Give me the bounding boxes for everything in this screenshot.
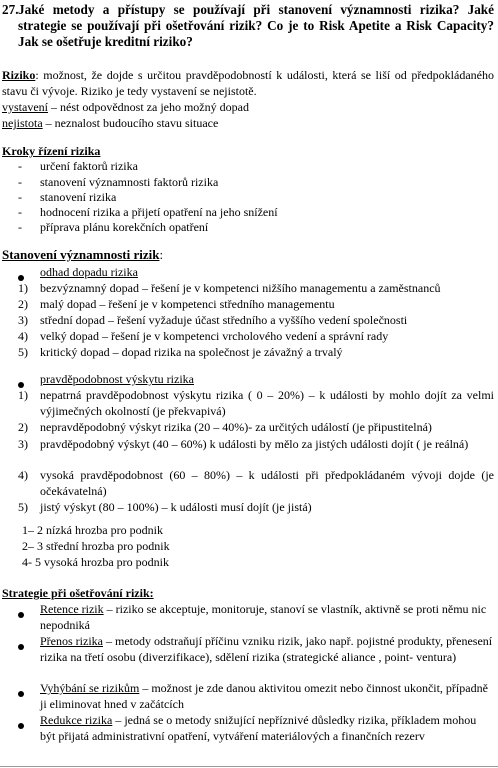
risk-term: Riziko xyxy=(2,68,36,82)
bullet-icon xyxy=(18,691,24,697)
question-number: 27. xyxy=(2,2,19,17)
hrozba-line: 4- 5 vysoká hrozba pro podnik xyxy=(22,555,169,569)
vystaveni-line xyxy=(2,99,249,115)
risk-definition xyxy=(2,67,494,99)
bullet-icon xyxy=(18,644,24,650)
kroky-heading: Kroky řízení rizika xyxy=(2,144,101,158)
bullet-icon xyxy=(18,723,24,729)
bullet-icon xyxy=(18,612,24,618)
page-divider xyxy=(0,766,498,767)
hrozba-line: 2– 3 střední hrozba pro podnik xyxy=(22,539,170,553)
question-heading xyxy=(2,2,494,51)
stanoveni-heading: Stanovení významnosti rizik: xyxy=(2,247,164,262)
nejistota-definition: – neznalost budoucího stavu situace xyxy=(42,116,219,130)
strategie-heading: Strategie při ošetřování rizik: xyxy=(2,586,154,600)
question-text: Jaké metody a přístupy se používají při stanovení významnosti rizika? Jaké strategie se používají při ošetřování rizik? Co je to Risk Apetite a Risk Capacity? Jak se ošetřuje kreditní riziko? xyxy=(18,2,494,50)
nejistota-line xyxy=(2,115,218,131)
vystaveni-definition: – nést odpovědnost za jeho možný dopad xyxy=(48,100,249,114)
document-page: 27. Jaké metody a přístupy se používají při stanovení významnosti rizika? Jaké strategie se používají při ošetřování rizik? Co je to Risk Apetite a Risk Capacity? Jak se ošetřuje kreditní riziko? Riziko: možnost, že dojde s určitou pravděpodobností k události, která se liší od předpokládaného stavu či vývoje. Riziko je tedy vystavení se nejistotě. vystavení – nést odpovědnost za jeho možný dopad nejistota – neznalost budoucího stavu situace Kroky řízení rizika - určení faktorů rizika - stanovení významnosti faktorů rizika - stanovení rizika - hodnocení rizika a přijetí opatření na jeho snížení - příprava plánu korekčních opatření Stanovení významnosti rizik: odhad dopadu rizika 1) bezvýznamný dopad – řešení je v kompetenci nižšího managementu a zaměstnanců 2) malý dopad – řešení je v kompetenci středního managementu 3) střední dopad – řešení vyžaduje účast středního a vyššího vedení společnosti 4) velký dopad – řešení je v kompetenci vrcholového vedení a správní rady 5) kritický dopad – dopad rizika na společnost je závažný a trvalý pravděpodobnost výskytu rizika 1) nepatrná pravděpodobnost výskytu rizika ( 0 – 20%) – k události by mohlo dojít za velmi výjimečných okolností (je překvapivá) 2) nepravděpodobný výskyt rizika (20 – 40%)- za určitých událostí (je připustitelná) 3) pravděpodobný výskyt (40 – 60%) k události by mělo za jistých události dojít ( je reálná) 4) vysoká pravděpodobnost (60 – 80%) – k události při předpokládaném vývoji dojde (je očekávatelná) 5) jistý výskyt (80 – 100%) – k události musí dojít (je jistá) 1– 2 nízká hrozba pro podnik 2– 3 střední hrozba pro podnik 4- 5 vysoká hrozba pro podnik Strategie při ošetřování rizik: Retence rizik – riziko se akceptuje, monitoruje, stanoví se vlastník, aktivně se proti němu nic nepodniká Přenos rizika – metody odstraňují příčinu vzniku rizik, jako např. pojistné produkty, přenesení rizika na třetí osobu (diverzifikace), sdělení rizika (strategické aliance , point- ventura) Vyhýbání se rizikům – možnost je zde danou aktivitou omezit nebo činnost ukončit, případně ji eliminovat hned v začátcích Redukce rizika – jedná se o metody snižující nepříznivé důsledky rizika, příkladem mohou být přijatá administrativní opatření, vytváření materiálových a finančních rezerv xyxy=(0,0,498,768)
nejistota-term: nejistota xyxy=(2,116,43,130)
risk-definition-text: : možnost, že dojde s určitou pravděpodobností k události, která se liší od předpokládaného stavu či vývoje. Riziko je tedy vystavení se nejistotě. xyxy=(2,68,494,98)
hrozba-line: 1– 2 nízká hrozba pro podnik xyxy=(22,523,163,537)
vystaveni-term: vystavení xyxy=(2,100,48,114)
